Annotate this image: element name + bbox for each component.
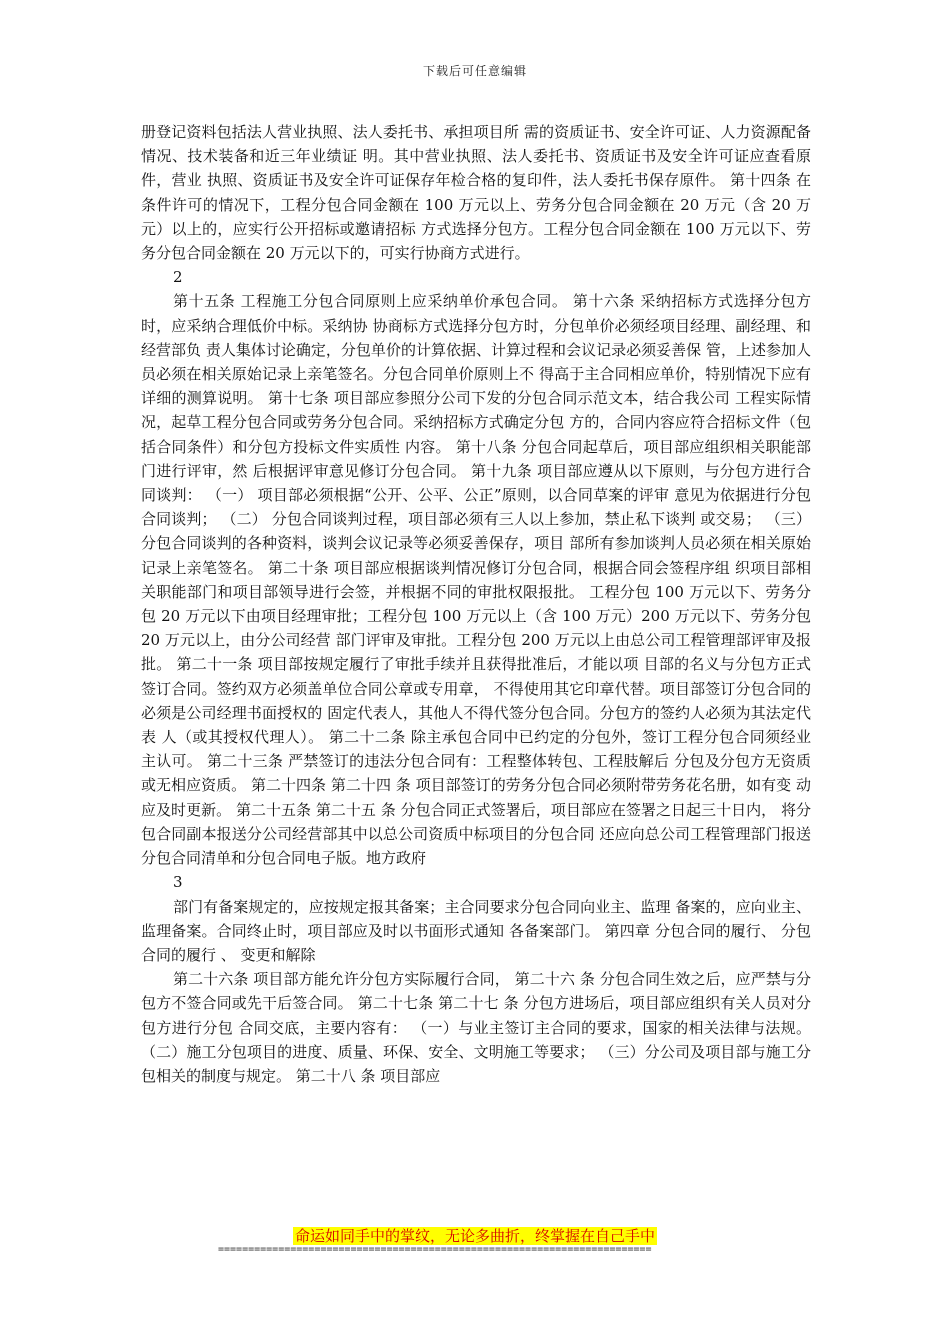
footer-slogan <box>0 1226 950 1246</box>
paragraph-1: 册登记资料包括法人营业执照、法人委托书、承担项目所 需的资质证书、安全许可证、人力资源配备情况、技术装备和近三年业绩证 明。其中营业执照、法人委托书、资质证书及安全许可证应查看原件，营业 执照、资质证书及安全许可证保存年检合格的复印件，法人委托书保存原件。 第十四条 在条件许可的情况下，工程分包合同金额在 100 万元以上、劳务分包合同金额在 20 万元（含 20 万元）以上的，应实行公开招标或邀请招标 方式选择分包方。工程分包合同金额在 100 万元以下、劳务分包合同金额在 20 万元以下的，可实行协商方式进行。 <box>141 123 811 263</box>
page-number-2: 2 <box>173 268 183 287</box>
document-body <box>141 120 811 1088</box>
footer-divider: ======================================================================== <box>218 1244 652 1255</box>
paragraph-3: 部门有备案规定的，应按规定报其备案；主合同要求分包合同向业主、监理 备案的，应向业主、监理备案。合同终止时，项目部应及时以书面形式通知 各备案部门。 第四章 分包合同的履行、 分包合同的履行 、 变更和解除 <box>141 897 811 964</box>
paragraph-4: 第二十六条 项目部方能允许分包方实际履行合同， 第二十六 条 分包合同生效之后，应严禁与分包方不签合同或先干后签合同。 第二十七条 第二十七 条 分包方进场后，项目部应组织有关人员对分包方进行分包 合同交底，主要内容有： （一）与业主签订主合同的要求，国家的相关法律与法规。 （二）施工分包项目的进度、质量、环保、安全、文明施工等要求； （三）分公司及项目部与施工分包相关的制度与规定。 第二十八 条 项目部应 <box>141 970 811 1085</box>
header-note: 下载后可任意编辑 <box>422 64 527 78</box>
page-number-3: 3 <box>173 873 183 892</box>
footer-slogan-text: 命运如同手中的掌纹，无论多曲折，终掌握在自己手中 <box>294 1227 655 1245</box>
paragraph-2: 第十五条 工程施工分包合同原则上应采纳单价承包合同。 第十六条 采纳招标方式选择分包方时，应采纳合理低价中标。采纳协 协商标方式选择分包方时，分包单价必须经项目经理、副经理、和经营部负 责人集体讨论确定，分包单价的计算依据、计算过程和会议记录必须妥善保 管，上述参加人员必须在相关原始记录上亲笔签名。分包合同单价原则上不 得高于主合同相应单价，特别情况下应有详细的测算说明。 第十七条 项目部应参照分公司下发的分包合同示范文本，结合我公司 工程实际情况，起草工程分包合同或劳务分包合同。采纳招标方式确定分包 方的，合同内容应符合招标文件（包括合同条件）和分包方投标文件实质性 内容。 第十八条 分包合同起草后，项目部应组织相关职能部门进行评审，然 后根据评审意见修订分包合同。 第十九条 项目部应遵从以下原则，与分包方进行合同谈判： （一） 项目部必须根据“公开、公平、公正”原则，以合同草案的评审 意见为依据进行分包合同谈判； （二） 分包合同谈判过程，项目部必须有三人以上参加，禁止私下谈判 或交易； （三） 分包合同谈判的各种资料，谈判会议记录等必须妥善保存，项目 部所有参加谈判人员必须在相关原始记录上亲笔签名。 第二十条 项目部应根据谈判情况修订分包合同，根据合同会签程序组 织项目部相关职能部门和项目部领导进行会签，并根据不同的审批权限报批。 工程分包 100 万元以下、劳务分包 20 万元以下由项目经理审批；工程分包 100 万元以上（含 100 万元）200 万元以下、劳务分包 20 万元以上，由分公司经营 部门评审及审批。工程分包 200 万元以上由总公司工程管理部评审及报批。 第二十一条 项目部按规定履行了审批手续并且获得批准后，才能以项 目部的名义与分包方正式签订合同。签约双方必须盖单位合同公章或专用章， 不得使用其它印章代替。项目部签订分包合同的必须是公司经理书面授权的 固定代表人，其他人不得代签分包合同。分包方的签约人必须为其法定代表 人（或其授权代理人）。 第二十二条 除主承包合同中已约定的分包外，签订工程分包合同须经业 主认可。 第二十三条 严禁签订的违法分包合同有：工程整体转包、工程肢解后 分包及分包方无资质或无相应资质。 第二十四条 第二十四 条 项目部签订的劳务分包合同必须附带劳务花名册，如有变 动应及时更新。 第二十五条 第二十五 条 分包合同正式签署后，项目部应在签署之日起三十日内， 将分包合同副本报送分公司经营部其中以总公司资质中标项目的分包合同 还应向总公司工程管理部门报送分包合同清单和分包合同电子版。地方政府 <box>141 292 811 868</box>
